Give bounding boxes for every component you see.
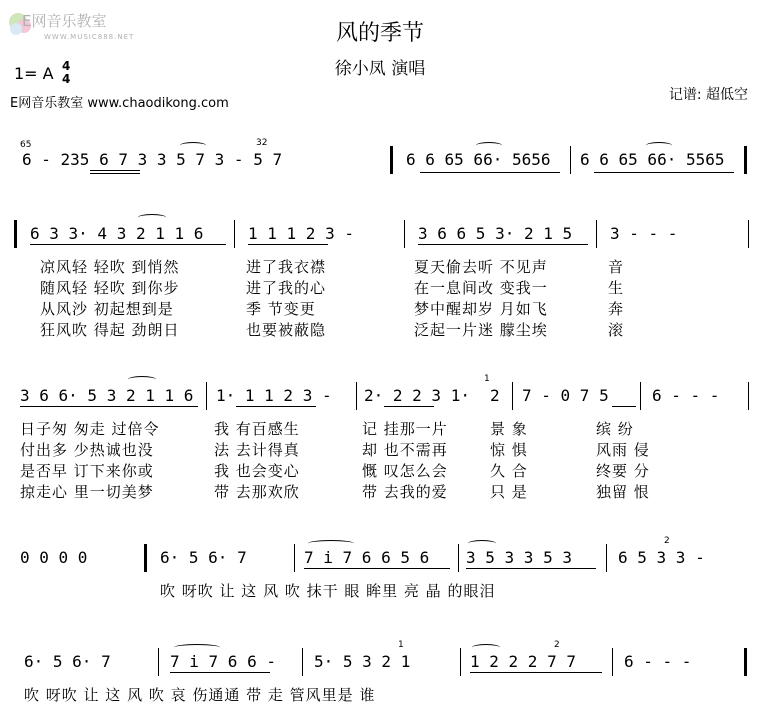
repeat-bar	[144, 544, 147, 572]
lyric-verse-2: 付出多 少热诚也没	[20, 441, 154, 459]
barline	[458, 544, 459, 572]
barline	[294, 544, 295, 572]
lyric-verse-1: 进了我衣襟	[246, 258, 327, 276]
barline	[460, 648, 461, 676]
lyric-verse-4: 带 去那欢欣	[214, 483, 300, 501]
slur	[308, 540, 354, 547]
notes-segment: 6· 5 6· 7	[24, 652, 111, 671]
lyric-verse-4: 也要被蔽隐	[246, 321, 327, 339]
lyric-verse-3: 奔	[608, 300, 625, 318]
beam	[30, 244, 226, 245]
barline	[640, 382, 641, 410]
grace-note: 32	[256, 138, 268, 148]
lyric-verse-3: 我 也会变心	[214, 462, 300, 480]
lyric-verse-2: 生	[608, 279, 625, 297]
barline	[748, 220, 749, 248]
slur	[468, 540, 496, 547]
lyric-verse-3: 梦中醒却岁 月如飞	[414, 300, 548, 318]
barline	[206, 382, 207, 410]
lyric-verse-1: 凉风轻 轻吹 到悄然	[40, 258, 180, 276]
slur	[180, 142, 206, 149]
notes-segment: 6 5 3 3 -	[618, 548, 705, 567]
notes-segment: 6 3 3· 4 3 2 1 1 6	[30, 224, 204, 243]
notes-segment: 7 - 0 7 5	[522, 386, 609, 405]
notes-segment: 6 - 235 6 7 3 3 5 7 3 - 5 7	[22, 150, 283, 169]
beam	[594, 172, 734, 173]
lyric-verse-1: 音	[608, 258, 625, 276]
repeat-bar	[390, 146, 393, 174]
lyric-verse-2: 在一息间改 变我一	[414, 279, 548, 297]
lyric-verse-3: 慨 叹怎么会	[362, 462, 448, 480]
lyric-line: 吹 呀吹 让 这 风 吹 抹干 眼 眸里 亮 晶 的眼泪	[160, 582, 496, 600]
notes-segment: 6 6 65 66· 5565	[580, 150, 725, 169]
lyric-verse-2: 风雨 侵	[596, 441, 650, 459]
beam	[466, 568, 596, 569]
lyric-verse-2: 随风轻 轻吹 到你步	[40, 279, 180, 297]
grace-note: 1	[484, 374, 490, 384]
notes-segment: 3 6 6 5 3· 2 1 5	[418, 224, 573, 243]
logo-text: E网音乐教室	[22, 12, 107, 30]
grace-note: 1	[398, 640, 404, 650]
notes-segment: 3 6 6· 5 3 2 1 1 6	[20, 386, 194, 405]
scribe-credit: 记谱: 超低空	[668, 87, 748, 103]
singer-credit: 徐小凤 演唱	[334, 59, 426, 79]
lyric-verse-2: 法 去计得真	[214, 441, 300, 459]
logo-subtext: WWW.MUSIC888.NET	[44, 33, 135, 41]
meter-top: 4	[62, 59, 71, 73]
barline	[596, 220, 597, 248]
beam	[248, 244, 328, 245]
time-signature	[62, 60, 70, 86]
lyric-verse-3: 是否早 订下来你或	[20, 462, 154, 480]
slur	[472, 644, 500, 651]
lyric-verse-4: 掠走心 里一切美梦	[20, 483, 154, 501]
lyric-verse-2: 进了我的心	[246, 279, 327, 297]
lyric-verse-1: 景 象	[490, 420, 528, 438]
notes-segment: 6· 5 6· 7	[160, 548, 247, 567]
slur	[138, 214, 166, 221]
slur	[476, 142, 502, 149]
notes-segment: 6 6 65 66· 5656	[406, 150, 551, 169]
slur	[128, 376, 156, 383]
lyric-verse-1: 记 挂那一片	[362, 420, 448, 438]
notes-segment: 7 i 7 6 6 -	[170, 652, 276, 671]
notes-segment: 1 2 2 2 7 7	[470, 652, 576, 671]
barline	[606, 544, 607, 572]
repeat-bar	[744, 146, 747, 174]
beam	[90, 170, 140, 171]
notes-segment: 3 5 3 3 5 3	[466, 548, 572, 567]
end-repeat-bar	[744, 648, 747, 676]
beam	[470, 672, 602, 673]
lyric-verse-4: 狂风吹 得起 劲朗日	[40, 321, 180, 339]
barline	[404, 220, 405, 248]
lyric-verse-3: 季 节变更	[246, 300, 316, 318]
notes-segment: 2	[490, 386, 500, 405]
notes-segment: 0 0 0 0	[20, 548, 88, 567]
barline	[612, 648, 613, 676]
beam	[420, 172, 560, 173]
barline	[570, 146, 571, 174]
lyric-verse-4: 带 去我的爱	[362, 483, 448, 501]
lyric-verse-1: 日子匆 匆走 过倍令	[20, 420, 160, 438]
lyric-verse-4: 泛起一片迷 朦尘埃	[414, 321, 548, 339]
meter-bottom: 4	[62, 72, 71, 86]
repeat-bar	[14, 220, 17, 248]
slur	[646, 142, 672, 149]
lyric-verse-3: 从风沙 初起想到是	[40, 300, 174, 318]
beam	[418, 244, 588, 245]
lyric-verse-4: 只 是	[490, 483, 528, 501]
song-title: 风的季节	[335, 21, 424, 46]
beam	[90, 173, 140, 174]
barline	[356, 382, 357, 410]
notes-segment: 3 - - -	[610, 224, 678, 243]
barline	[234, 220, 235, 248]
lyric-verse-4: 滚	[608, 321, 625, 339]
beam	[384, 406, 434, 407]
lyric-verse-3: 久 合	[490, 462, 528, 480]
notes-segment: 6 - - -	[652, 386, 720, 405]
grace-note: 2	[554, 640, 560, 650]
beam	[170, 672, 270, 673]
lyric-verse-1: 缤 纷	[596, 420, 634, 438]
grace-note: 65	[20, 140, 32, 150]
lyric-verse-3: 终要 分	[596, 462, 650, 480]
key-signature: 1= A	[14, 64, 54, 83]
site-credit: E网音乐教室 www.chaodikong.com	[10, 96, 229, 111]
beam	[304, 568, 450, 569]
barline	[158, 648, 159, 676]
notes-segment: 6 - - -	[624, 652, 692, 671]
grace-note: 2	[664, 536, 670, 546]
notes-segment: 7 i 7 6 6 5 6	[304, 548, 430, 567]
notes-segment: 1 1 1 2 3 -	[248, 224, 354, 243]
slur	[174, 644, 220, 651]
lyric-verse-4: 独留 恨	[596, 483, 650, 501]
lyric-line: 吹 呀吹 让 这 风 吹 哀 伤通通 带 走 管风里是 谁	[24, 686, 376, 704]
lyric-verse-1: 夏天偷去听 不见声	[414, 258, 548, 276]
notes-segment: 2· 2 2 3 1·	[364, 386, 470, 405]
barline	[302, 648, 303, 676]
beam	[20, 406, 198, 407]
barline	[512, 382, 513, 410]
beam	[236, 406, 316, 407]
lyric-verse-2: 惊 惧	[490, 441, 528, 459]
barline	[748, 382, 749, 410]
notes-segment: 1· 1 1 2 3 -	[216, 386, 332, 405]
notes-segment: 5· 5 3 2 1	[314, 652, 411, 671]
beam	[612, 406, 636, 407]
lyric-verse-1: 我 有百感生	[214, 420, 300, 438]
lyric-verse-2: 却 也不需再	[362, 441, 448, 459]
